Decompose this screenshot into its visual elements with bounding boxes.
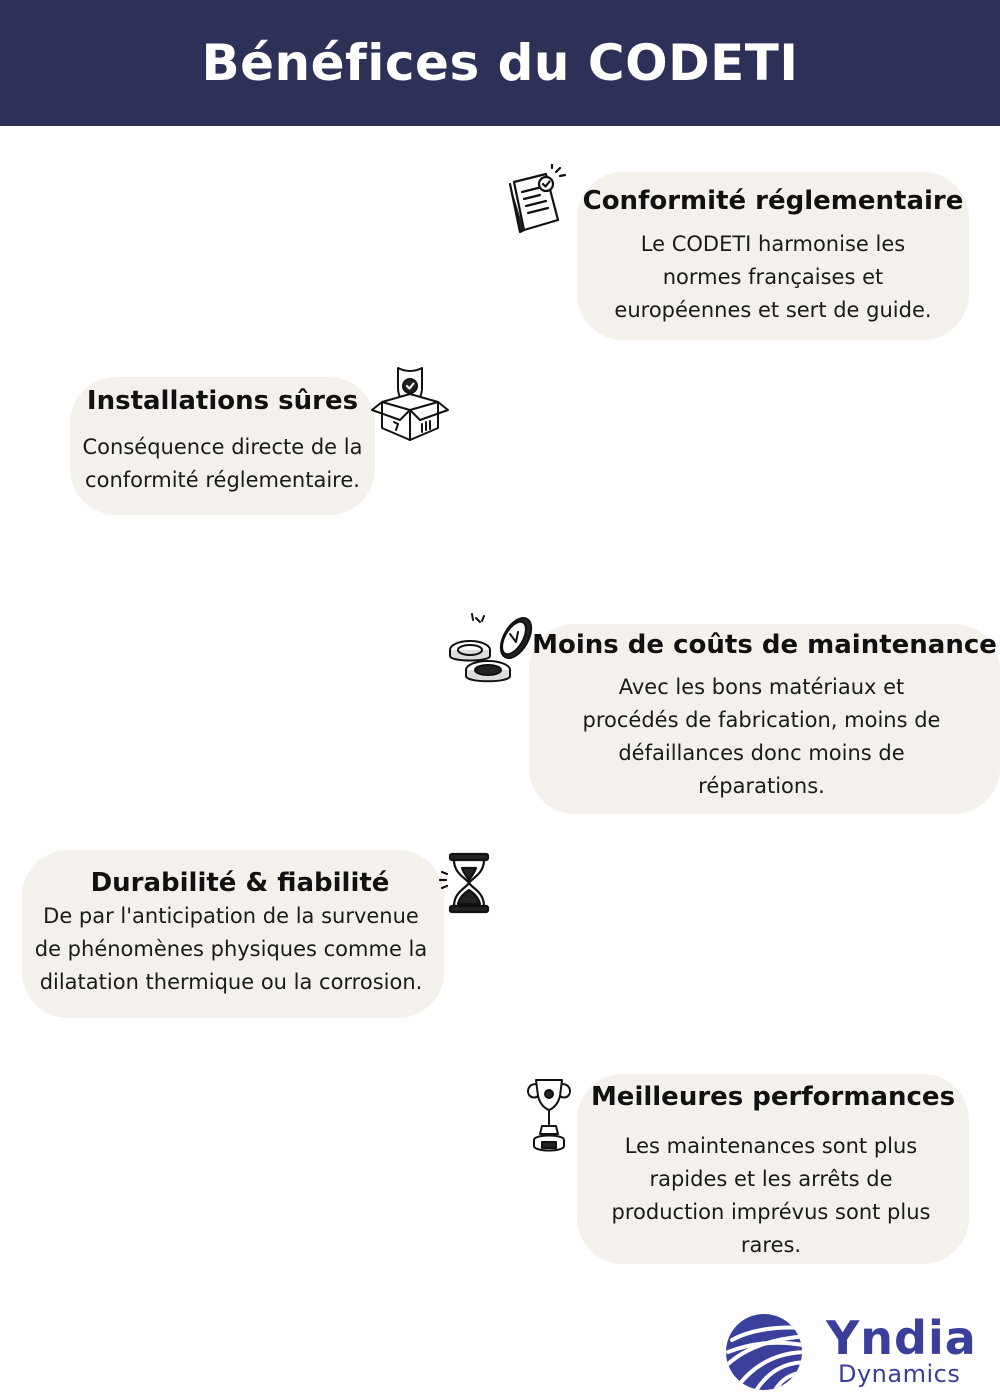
- benefit-title: Moins de coûts de maintenance: [532, 630, 997, 660]
- page-title: Bénéfices du CODETI: [201, 34, 799, 92]
- benefit-card-performances: [577, 1074, 969, 1264]
- benefit-card-installations: [70, 377, 375, 515]
- benefit-title: Installations sûres: [86, 386, 359, 416]
- page-header: [0, 0, 1000, 126]
- benefit-title: Conformité réglementaire: [582, 186, 964, 216]
- logo-subtitle: Dynamics: [838, 1360, 961, 1388]
- benefit-description: De par l'anticipation de la survenue de phénomènes physiques comme la dilatation thermique ou la corrosion.: [34, 904, 428, 994]
- certificate-document-icon: [500, 164, 572, 236]
- logo-name: Yndia: [826, 1311, 977, 1365]
- benefit-card-durabilite: [22, 850, 444, 1018]
- benefit-description: Avec les bons matériaux et procédés de fabrication, moins de défaillances donc moins de réparations.: [582, 675, 941, 798]
- yndia-logo-mark-icon: [724, 1312, 806, 1392]
- trophy-icon: [522, 1076, 576, 1160]
- benefit-card-conformite: [577, 172, 969, 340]
- brand-logo: [724, 1312, 994, 1392]
- benefit-card-maintenance: [529, 624, 1000, 814]
- benefit-title: Durabilité & fiabilité: [90, 868, 390, 898]
- benefit-description: Le CODETI harmonise les normes françaises et européennes et sert de guide.: [614, 232, 932, 322]
- secure-package-icon: [370, 364, 452, 446]
- benefit-description: Les maintenances sont plus rapides et les arrêts de production imprévus sont plus rares.: [611, 1134, 931, 1257]
- hourglass-icon: [438, 852, 496, 914]
- coins-icon: [446, 612, 534, 688]
- benefit-title: Meilleures performances: [590, 1082, 956, 1112]
- benefit-description: Conséquence directe de la conformité réglementaire.: [82, 435, 363, 492]
